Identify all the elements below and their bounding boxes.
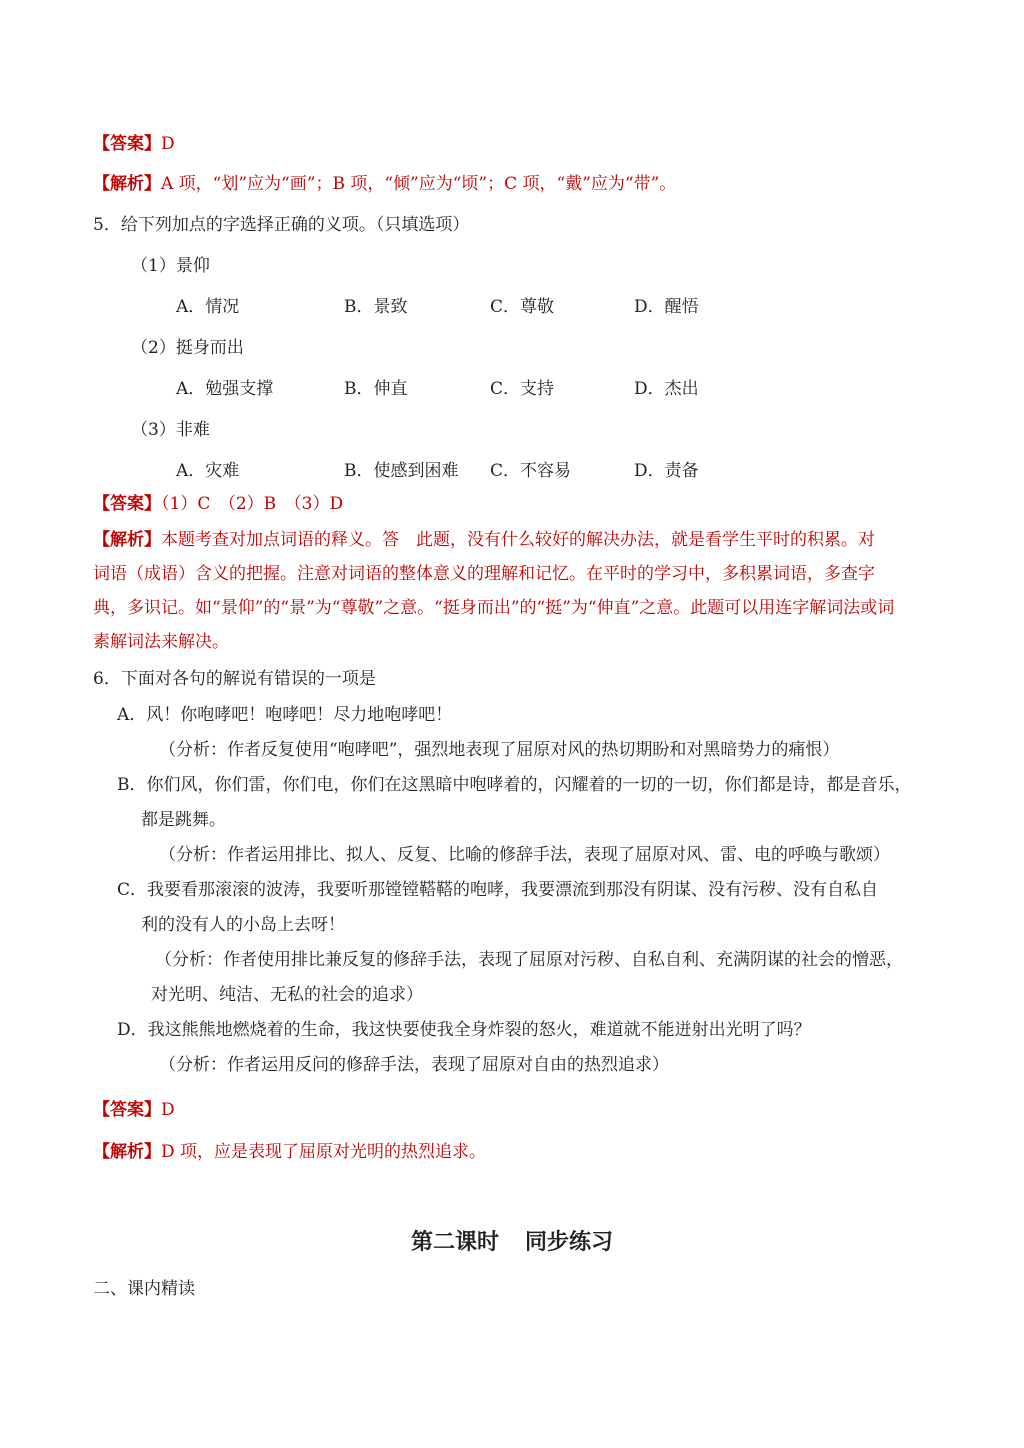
q6-answer-value: D [161, 1100, 175, 1120]
analysis-label: 【解析】 [93, 530, 161, 550]
q5-sub3-option-a: A．灾难 [176, 461, 240, 481]
q5-analysis-line-4: 素解词法来解决。 [93, 632, 229, 652]
q5-analysis-line-3: 典，多识记。如“景仰”的“景”为“尊敬”之意。“挺身而出”的“挺”为“伸直”之意。此题可以用连字解词法或词 [93, 598, 895, 618]
q5-sub1-option-d: D．醒悟 [634, 297, 699, 317]
q6-option-c-line-2: 利的没有人的小岛上去呀！ [141, 915, 345, 935]
q5-sub2-label: （2）挺身而出 [131, 338, 244, 358]
analysis-line [93, 172, 676, 196]
answer-label: 【答案】 [93, 1100, 161, 1120]
q5-analysis-text-1: 本题考查对加点词语的释义。答 此题，没有什么较好的解决办法，就是看学生平时的积累。对 [161, 530, 875, 550]
q6-option-d-note: （分析：作者运用反问的修辞手法，表现了屈原对自由的热烈追求） [159, 1055, 669, 1075]
q5-sub1-option-a: A．情况 [176, 297, 240, 317]
q5-sub2-option-a: A．勉强支撑 [176, 379, 274, 399]
q6-analysis-text: D 项，应是表现了屈原对光明的热烈追求。 [161, 1142, 487, 1162]
q5-sub3-label: （3）非难 [131, 420, 210, 440]
q6-option-a: A．风！你咆哮吧！咆哮吧！尽力地咆哮吧！ [117, 705, 453, 725]
analysis-label: 【解析】 [93, 174, 161, 194]
q5-sub1-option-b: B．景致 [344, 297, 408, 317]
section-title-part1: 第二课时 [410, 1229, 499, 1255]
q5-sub3-option-c: C．不容易 [490, 461, 572, 481]
q5-sub2-option-c: C．支持 [490, 379, 555, 399]
q5-analysis-line-1 [93, 528, 875, 552]
analysis-label: 【解析】 [93, 1142, 161, 1162]
q5-answer-line [93, 492, 343, 516]
answer-value: D [161, 134, 175, 154]
q6-option-b-note: （分析：作者运用排比、拟人、反复、比喻的修辞手法，表现了屈原对风、雷、电的呼唤与歌颂） [159, 845, 890, 865]
q5-sub3-option-b: B．使感到困难 [344, 461, 459, 481]
q5-analysis-line-2: 词语（成语）含义的把握。注意对词语的整体意义的理解和记忆。在平时的学习中，多积累词语，多查字 [93, 564, 875, 584]
q6-stem: 6．下面对各句的解说有错误的一项是 [93, 669, 376, 689]
q6-answer-line [93, 1098, 175, 1122]
q6-option-c-note-2: 对光明、纯洁、无私的社会的追求） [151, 985, 423, 1005]
analysis-text: A 项，“划”应为“画”；B 项，“倾”应为“顷”；C 项，“戴”应为“带”。 [161, 174, 677, 194]
q5-sub2-option-d: D．杰出 [634, 379, 699, 399]
q6-option-b-line-1: B．你们风，你们雷，你们电，你们在这黑暗中咆哮着的，闪耀着的一切的一切，你们都是诗，都是音乐， [117, 775, 912, 795]
answer-label: 【答案】 [93, 494, 161, 514]
q6-option-c-note-1: （分析：作者使用排比兼反复的修辞手法，表现了屈原对污秽、自私自利、充满阴谋的社会的憎恶， [155, 950, 903, 970]
q5-answer-value: （1）C （2）B （3）D [161, 494, 344, 514]
q5-sub1-label: （1）景仰 [131, 256, 210, 276]
q6-option-a-note: （分析：作者反复使用“咆哮吧”，强烈地表现了屈原对风的热切期盼和对黑暗势力的痛恨） [159, 740, 840, 760]
q5-sub1-option-c: C．尊敬 [490, 297, 555, 317]
q6-option-b-line-2: 都是跳舞。 [141, 810, 226, 830]
q6-option-d: D．我这熊熊地燃烧着的生命，我这快要使我全身炸裂的怒火，难道就不能迸射出光明了吗？ [117, 1020, 811, 1040]
section-title [0, 1227, 1024, 1257]
q6-analysis-line [93, 1140, 486, 1164]
section-subheading: 二、课内精读 [93, 1279, 195, 1299]
answer-label: 【答案】 [93, 134, 161, 154]
q5-sub3-option-d: D．责备 [634, 461, 699, 481]
q5-sub2-option-b: B．伸直 [344, 379, 408, 399]
q6-option-c-line-1: C．我要看那滚滚的波涛，我要听那镗镗鞳鞳的咆哮，我要漂流到那没有阴谋、没有污秽、没有自私自 [117, 880, 879, 900]
answer-line [93, 132, 175, 156]
section-title-part2: 同步练习 [525, 1229, 614, 1255]
q5-stem: 5．给下列加点的字选择正确的义项。（只填选项） [93, 215, 470, 235]
